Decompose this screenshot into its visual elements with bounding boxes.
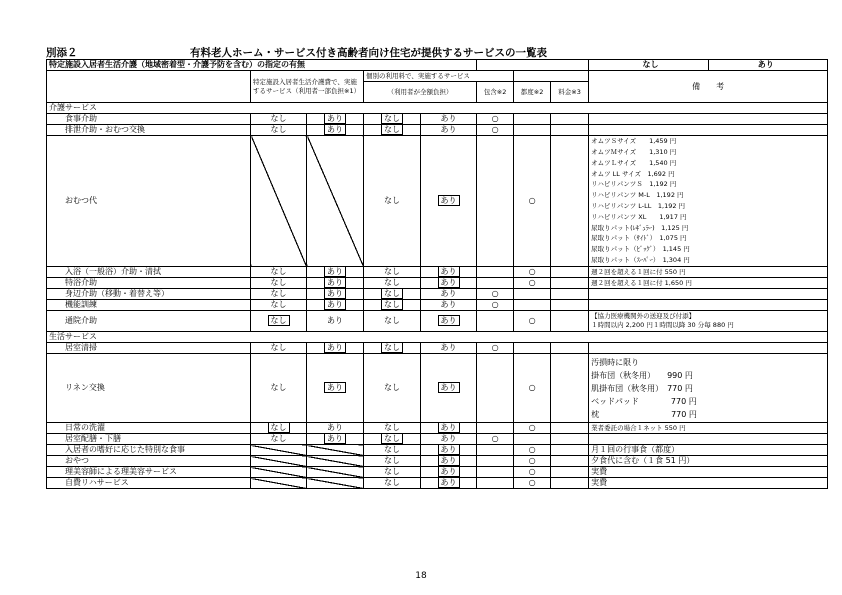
row-name: 入居者の嗜好に応じた特別な食事: [47, 445, 251, 456]
diaper-price-list: オムツＳサイズ 1,459 円 オムツＭサイズ 1,310 円 オムツＬサイズ 1,540 円 オムツ LL サイズ 1,692 円 リハビリパンツＳ 1,192 円 リハビリパンツ M-L 1,192 円 リハビリパンツ L-LL 1,192 円 リハビリパンツ XL 1,917 円 尿取りパット(ﾚｷﾞｭﾗｰ) 1,125 円 尿取りパット（ｻｲﾄﾞ） 1,075 円 尿取りパット（ﾋﾞｯｸﾞ） 1,145 円 尿取りパット（ｽｰﾊﾟｰ） 1,304 円: [589, 136, 828, 267]
row-name: 居室清掃: [47, 343, 251, 354]
table-row: 食事介助 なし あり なし あり ○: [47, 114, 828, 125]
service-table: [46, 59, 828, 489]
col-per-use: 都度※2: [514, 82, 551, 103]
row-name: 通院介助: [47, 311, 251, 332]
not-applicable-slash: [251, 136, 307, 267]
table-row: 居室配膳・下膳 なし あり なし あり ○: [47, 434, 828, 445]
col-inclusive: 包含※2: [477, 82, 514, 103]
table-row: 入浴（一般浴）介助・清拭 なし あり なし あり ○ 週２回を超える１回に付 550 円: [47, 267, 828, 278]
table-row: 理美容師による理美容サービス なし あり ○ 実費: [47, 467, 828, 478]
row-name: 機能訓練: [47, 300, 251, 311]
table-row: 機能訓練 なし あり なし あり ○: [47, 300, 828, 311]
table-row: 身辺介助（移動・着替え等） なし あり なし あり ○: [47, 289, 828, 300]
row-name: 居室配膳・下膳: [47, 434, 251, 445]
annex-label: 別添２: [46, 47, 78, 59]
col-group-included: 特定施設入居者生活介護費で、実施するサービス（利用者一部負担※1）: [251, 71, 364, 103]
table-row: 居室清掃 なし あり なし あり ○: [47, 343, 828, 354]
row-name: 食事介助: [47, 114, 251, 125]
designation-yes: あり: [757, 60, 774, 69]
not-applicable-slash: [307, 136, 364, 267]
table-row: 特浴介助 なし あり なし あり ○ 週２回を超える１回に付 1,650 円: [47, 278, 828, 289]
linen-price-list: 汚損時に限り 掛布団（秋冬用） 990 円 肌掛布団（秋冬用） 770 円 ベッドパッド 770 円 枕 770 円: [589, 354, 828, 423]
col-group-individual: 個別の利用料で、実施するサービス: [364, 71, 514, 82]
table-row: リネン交換 なし あり なし あり ○ 汚損時に限り 掛布団（秋冬用） 990 円 肌掛布団（秋冬用） 770 円 ベッドパッド 770 円 枕 770 円: [47, 354, 828, 423]
col-remarks: 備 考: [589, 71, 828, 103]
table-row: おむつ代 なし あり ○ オムツＳサイズ 1,459 円 オムツＭサイズ 1,310 円 オムツＬサイズ 1,540 円 オムツ LL サイズ 1,692 円 リハビリパンツＳ 1,192 円 リハビリパンツ M-L 1,192 円 リハビリパンツ L-LL 1,192 円 リハビリパンツ XL 1,917 円 尿取りパット(ﾚｷﾞｭﾗｰ) 1,125 円 尿取りパット（ｻｲﾄﾞ） 1,075 円 尿取りパット（ﾋﾞｯｸﾞ） 1,145 円 尿取りパット（ｽｰﾊﾟｰ） 1,304 円: [47, 136, 828, 267]
row-name: 身辺介助（移動・着替え等）: [47, 289, 251, 300]
table-row: 日常の洗濯 なし あり なし あり ○ 業者委託の場合１ネット 550 円: [47, 423, 828, 434]
row-name: 入浴（一般浴）介助・清拭: [47, 267, 251, 278]
row-name: おむつ代: [47, 136, 251, 267]
designation-row: [47, 60, 828, 71]
section-label: 介護サービス: [47, 103, 828, 114]
row-name: リネン交換: [47, 354, 251, 423]
table-row: 自費リハサービス なし あり ○ 実費: [47, 478, 828, 489]
row-name: 自費リハサービス: [47, 478, 251, 489]
section-living: [47, 332, 828, 343]
designation-none: なし: [593, 60, 708, 70]
section-label: 生活サービス: [47, 332, 828, 343]
table-row: 通院介助 なし あり なし あり ○ 【協力医療機関外の送迎及び付添】 １時間以内 2,200 円１時間以降 30 分毎 880 円: [47, 311, 828, 332]
table-row: おやつ なし あり ○ 夕食代に含む（１食 51 円）: [47, 456, 828, 467]
col-group-individual-sub: （利用者が全額負担）: [364, 82, 477, 103]
table-row: 入居者の嗜好に応じた特別な食事 なし あり ○ 月１回の行事食（都度）: [47, 445, 828, 456]
table-row: 排泄介助・おむつ交換 なし あり なし あり ○: [47, 125, 828, 136]
column-header-row: [47, 71, 828, 82]
row-name: 排泄介助・おむつ交換: [47, 125, 251, 136]
designation-label: 特定施設入居者生活介護（地域密着型・介護予防を含む）の指定の有無: [47, 60, 477, 71]
page-title: 有料老人ホーム・サービス付き高齢者向け住宅が提供するサービスの一覧表: [190, 47, 547, 59]
row-name: 特浴介助: [47, 278, 251, 289]
section-care: [47, 103, 828, 114]
row-name: おやつ: [47, 456, 251, 467]
page-number: 18: [415, 571, 427, 581]
col-fee: 料金※3: [551, 82, 589, 103]
row-name: 日常の洗濯: [47, 423, 251, 434]
row-name: 理美容師による理美容サービス: [47, 467, 251, 478]
